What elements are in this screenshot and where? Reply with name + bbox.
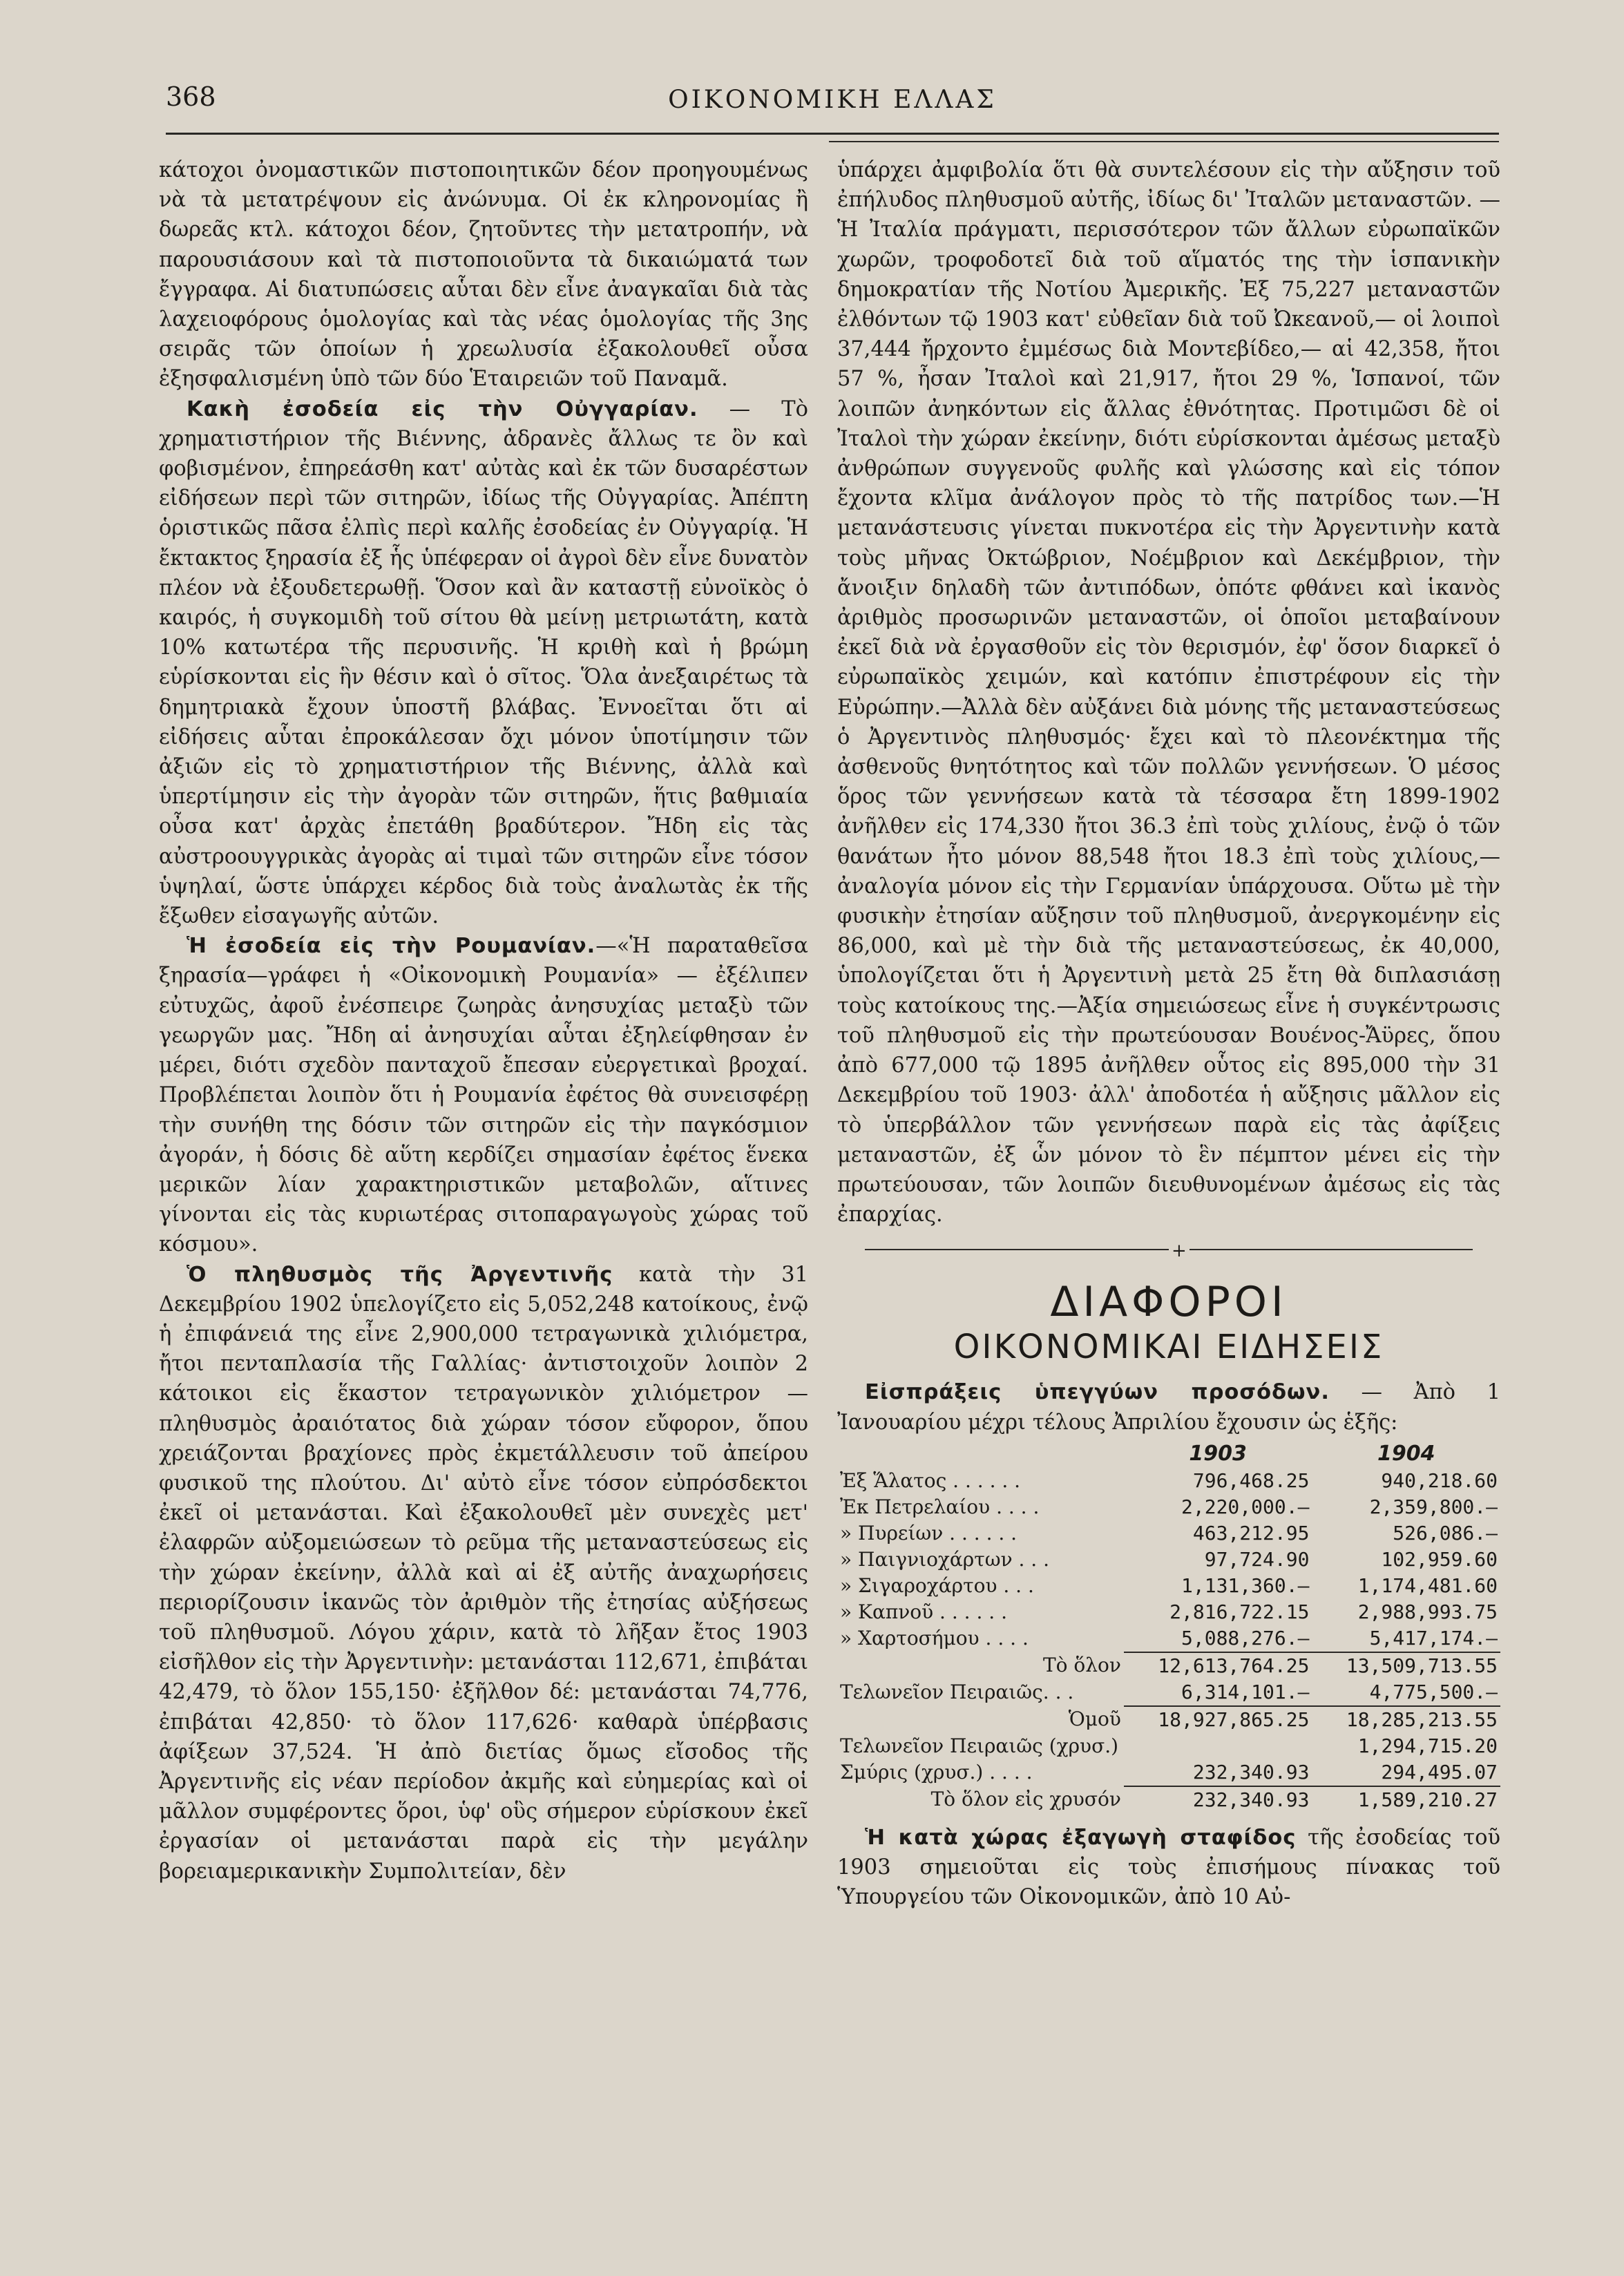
row-label: Τελωνεῖον Πειραιῶς (χρυσ.) xyxy=(840,1734,1119,1757)
value-1903: 2,816,722.15 xyxy=(1169,1600,1310,1623)
value-1904: 2,359,800.— xyxy=(1369,1495,1498,1518)
paragraph-argentina xyxy=(159,1260,808,1886)
value-1904: 294,495.07 xyxy=(1381,1760,1498,1783)
right-column xyxy=(837,155,1500,1912)
value-1904: 2,988,993.75 xyxy=(1357,1600,1498,1623)
row-label: Τελωνεῖον Πειραιῶς. . . xyxy=(840,1681,1074,1704)
value-1903 xyxy=(1124,1733,1312,1759)
header-rule-short xyxy=(829,141,1499,142)
row-label: Ὁμοῦ xyxy=(1068,1708,1121,1731)
table-header-1903: 1903 xyxy=(1189,1441,1247,1466)
table-header-row xyxy=(837,1440,1500,1468)
table-row xyxy=(837,1547,1500,1573)
table-row xyxy=(837,1520,1500,1547)
heading-argentina: Ὁ πληθυσμὸς τῆς Ἀργεντινῆς xyxy=(187,1262,613,1287)
value-1903: 796,468.25 xyxy=(1192,1469,1310,1492)
page-number: 368 xyxy=(166,82,216,112)
value-1904: 18,285,213.55 xyxy=(1312,1706,1500,1733)
value-1903: 232,340.93 xyxy=(1124,1786,1312,1813)
value-1903: 232,340.93 xyxy=(1192,1760,1310,1783)
table-row xyxy=(837,1652,1500,1679)
paragraph-romania xyxy=(159,931,808,1259)
table-row xyxy=(837,1625,1500,1652)
heading-romania: Ἡ ἐσοδεία εἰς τὴν Ρουμανίαν. xyxy=(187,934,596,959)
value-1903: 6,314,101.— xyxy=(1181,1680,1310,1703)
paragraph-argentina-cont: ὑπάρχει ἀμφιβολία ὅτι θὰ συντελέσουν εἰς τὴν αὔξησιν τοῦ ἐπήλυδος πληθυσμοῦ αὐτῆς, ἰδίως δι' Ἰταλῶν μεταναστῶν. — Ἡ Ἰταλία πράγματι, περισσότερον τῶν ἄλλων εὐρωπαϊκῶν χωρῶν, τροφοδοτεῖ διὰ τοῦ αἵματός της τὴν ἱσπανικὴν δημοκρατίαν τῆς Νοτίου Ἀμερικῆς. Ἐξ 75,227 μεταναστῶν ἐλθόντων τῷ 1903 κατ' εὐθεῖαν διὰ τοῦ Ὠκεανοῦ,— οἱ λοιποὶ 37,444 ἤρχοντο ἐμμέσως διὰ Μοντεβίδεο,— αἱ 42,358, ἤτοι 57 %, ἦσαν Ἰταλοὶ καὶ 21,917, ἤτοι 29 %, Ἱσπανοί, τῶν λοιπῶν ἀνηκόντων εἰς ἄλλας ἐθνότητας. Προτιμῶσι δὲ οἱ Ἰταλοὶ τὴν χώραν ἐκείνην, διότι εὑρίσκονται ἀμέσως μεταξὺ ἀνθρώπων συγγενοῦς φυλῆς καὶ γλώσσης καὶ εἰς τόπον ἔχοντα κλῖμα ἀνάλογον πρὸς τὸ τῆς πατρίδος των.—Ἡ μετανάστευσις γίνεται πυκνοτέρα εἰς τὴν Ἀργεντινὴν κατὰ τοὺς μῆνας Ὀκτώβριον, Νοέμβριον καὶ Δεκέμβριον, τὴν ἄνοιξιν δηλαδὴ τῶν ἀντιπόδων, ὁπότε φθάνει καὶ ἱκανὸς ἀριθμὸς προσωρινῶν μεταναστῶν, οἱ ὁποῖοι μεταβαίνουν ἐκεῖ διὰ νὰ ἐργασθοῦν εἰς τὸν θερισμόν, ἐφ' ὅσον διαρκεῖ ὁ εὐρωπαϊκὸς χειμών, καὶ κατόπιν ἐπιστρέφουν εἰς τὴν Εὐρώπην.—Ἀλλὰ δὲν αὐξάνει διὰ μόνης τῆς μεταναστεύσεως ὁ Ἀργεντινὸς πληθυσμός· ἔχει καὶ τὸ πλεονέκτημα τῆς ἀσθενοῦς θνητότητος καὶ τῶν πολλῶν γεννήσεων. Ὁ μέσος ὅρος τῶν γεννήσεων κατὰ τὰ τέσσαρα ἔτη 1899-1902 ἀνῆλθεν εἰς 174,330 ἤτοι 36.3 ἐπὶ τοὺς χιλίους, ἐνῷ ὁ τῶν θανάτων ἦτο μόνον 88,548 ἤτοι 18.3 ἐπὶ τοὺς χιλίους,— ἀναλογία μόνον εἰς τὴν Γερμανίαν ὑπάρχουσα. Οὕτω μὲ τὴν φυσικὴν ἐτησίαν αὔξησιν τοῦ πληθυσμοῦ, ἀνεργκομένην εἰς 86,000, καὶ μὲ τὴν διὰ τῆς μεταναστεύσεως, ἐκ 40,000, ὑπολογίζεται ὅτι ἡ Ἀργεντινὴ μετὰ 25 ἔτη θὰ διπλασιάσῃ τοὺς κατοίκους της.—Ἀξία σημειώσεως εἶνε ἡ συγκέντρωσις τοῦ πληθυσμοῦ εἰς τὴν πρωτεύουσαν Βουένος-Ἄϋρες, ὅπου ἀπὸ 677,000 τῷ 1895 ἀνῆλθεν οὗτος εἰς 895,000 τὴν 31 Δεκεμβρίου τοῦ 1903· ἀλλ' ἀποδοτέα ἡ αὔξησις μᾶλλον εἰς τὸ ὑπερβάλλον τῶν γεννήσεων παρὰ εἰς τὰς ἀφίξεις μεταναστῶν, ἐξ ὧν μόνον τὸ ἓν πέμπτον μένει εἰς τὴν πρωτεύουσαν, τῶν λοιπῶν διευθυνομένων ἀμέσως εἰς τὰς ἐπαρχίας. xyxy=(837,158,1500,1227)
value-1904: 1,294,715.20 xyxy=(1357,1734,1498,1757)
value-1903: 1,131,360.— xyxy=(1181,1574,1310,1597)
heading-revenue: Εἰσπράξεις ὑπεγγύων προσόδων. xyxy=(865,1380,1330,1405)
left-column xyxy=(159,155,808,1886)
row-label: Σμύρις (χρυσ.) . . . . xyxy=(840,1761,1033,1784)
row-label: » Χαρτοσήμου . . . . xyxy=(840,1627,1029,1650)
table-row xyxy=(837,1468,1500,1494)
page-header xyxy=(166,82,1499,123)
paragraph-hungary xyxy=(159,394,808,932)
row-label: » Πυρείων . . . . . . xyxy=(840,1521,1018,1545)
table-row xyxy=(837,1706,1500,1733)
paragraph-bonds: κάτοχοι ὀνομαστικῶν πιστοποιητικῶν δέον προηγουμένως νὰ τὰ μετατρέψουν εἰς ἀνώνυμα. Οἱ ἐκ κληρονομίας ἢ δωρεᾶς κτλ. κάτοχοι δέον, ζητοῦντες τὴν μετατροπήν, νὰ παρουσιάσουν καὶ τὰ πιστοποιοῦντα τὰ δικαιώματά των ἔγγραφα. Αἱ διατυπώσεις αὗται δὲν εἶνε ἀναγκαῖαι διὰ τὰς λαχειοφόρους ὁμολογίας καὶ τὰς νέας ὁμολογίας τῆς 3ης σειρᾶς τῶν ὁποίων ἡ χρεωλυσία ἐξακολουθεῖ οὖσα ἐξησφαλισμένη ὑπὸ τῶν δύο Ἑταιρειῶν τοῦ Παναμᾶ. xyxy=(159,158,808,392)
header-rule xyxy=(166,133,1499,135)
table-row xyxy=(837,1733,1500,1759)
value-1904: 1,589,210.27 xyxy=(1312,1786,1500,1813)
table-row xyxy=(837,1786,1500,1813)
value-1904: 5,417,174.— xyxy=(1369,1626,1498,1649)
table-row xyxy=(837,1573,1500,1599)
running-title: ΟΙΚΟΝΟΜΙΚΗ ΕΛΛΑΣ xyxy=(668,86,997,114)
table-row xyxy=(837,1599,1500,1625)
value-1904: 940,218.60 xyxy=(1381,1469,1498,1492)
value-1904: 526,086.— xyxy=(1393,1521,1498,1545)
text-currants: τῆς ἐσοδείας τοῦ 1903 σημειοῦται εἰς τοὺς ἐπισήμους πίνακας τοῦ Ὑπουργείου τῶν Οἰκονομικῶν, ἀπὸ 10 Αὐ- xyxy=(837,1825,1500,1910)
table-row xyxy=(837,1679,1500,1706)
value-1903: 2,220,000.— xyxy=(1181,1495,1310,1518)
table-header-1904: 1904 xyxy=(1377,1441,1435,1466)
table-body xyxy=(837,1468,1500,1813)
section-divider xyxy=(865,1249,1473,1250)
table-row xyxy=(837,1759,1500,1786)
value-1904: 1,174,481.60 xyxy=(1357,1574,1498,1597)
text-hungary: — Τὸ χρηματιστήριον τῆς Βιέννης, ἀδρανὲς ἄλλως τε ὂν καὶ φοβισμένον, ἐπηρεάσθη κατ' αὐτὰς καὶ ἐκ τῶν δυσαρέστων εἰδήσεων περὶ τῶν σιτηρῶν, ἰδίως τῆς Οὐγγαρίας. Ἀπέπτη ὁριστικῶς πᾶσα ἐλπὶς περὶ καλῆς ἐσοδείας ἐν Οὐγγαρίᾳ. Ἡ ἔκτακτος ξηρασία ἐξ ἧς ὑπέφεραν οἱ ἀγροὶ δὲν εἶνε δυνατὸν πλέον νὰ ἐξουδετερωθῇ. Ὅσον καὶ ἂν καταστῇ εὐνοϊκὸς ὁ καιρός, ἡ συγκομιδὴ τοῦ σίτου θὰ μείνῃ μετριωτάτη, κατὰ 10% κατωτέρα τῆς περυσινῆς. Ἡ κριθὴ καὶ ἡ βρώμη εὑρίσκονται εἰς ἣν θέσιν καὶ ὁ σῖτος. Ὅλα ἀνεξαιρέτως τὰ δημητριακὰ ἔχουν ὑποστῆ βλάβας. Ἐννοεῖται ὅτι αἱ εἰδήσεις αὗται ἐπροκάλεσαν ὄχι μόνον ὑποτίμησιν τῶν ἀξιῶν εἰς τὸ χρηματιστήριον τῆς Βιέννης, ἀλλὰ καὶ ὑπερτίμησιν εἰς τὴν ἀγορὰν τῶν σιτηρῶν, ἥτις βαθμιαία οὖσα κατ' ἀρχὰς ἐπετάθη βραδύτερον. Ἤδη εἰς τὰς αὐστροουγγρικὰς ἀγορὰς αἱ τιμαὶ τῶν σιτηρῶν εἶνε τόσον ὑψηλαί, ὥστε ὑπάρχει κέρδος διὰ τοὺς ἀναλωτὰς ἐκ τῆς ἔξωθεν εἰσαγωγῆς αὐτῶν. xyxy=(159,396,808,929)
value-1904: 102,959.60 xyxy=(1381,1547,1498,1571)
row-label: » Σιγαροχάρτου . . . xyxy=(840,1574,1034,1597)
row-label: » Καπνοῦ . . . . . . xyxy=(840,1600,1007,1623)
table-row xyxy=(837,1494,1500,1520)
text-argentina: κατὰ τὴν 31 Δεκεμβρίου 1902 ὑπελογίζετο εἰς 5,052,248 κατοίκους, ἐνῷ ἡ ἐπιφάνειά της εἶνε 2,900,000 τετραγωνικὰ χιλιόμετρα, ἤτοι πενταπλασία τῆς Γαλλίας· ἀντιστοιχοῦν λοιπὸν 2 κάτοικοι εἰς ἕκαστον τετραγωνικὸν χιλιόμετρον — πληθυσμὸς ἀραιότατος διὰ χώραν τόσον εὔφορον, ὅπου χρειάζονται βραχίονες πρὸς ἐκμετάλλευσιν τοῦ ἀπείρου φυσικοῦ της πλούτου. Δι' αὐτὸ εἶνε τόσον εὐπρόσδεκτοι ἐκεῖ οἱ μετανάσται. Καὶ ἐξακολουθεῖ μὲν συνεχὲς μετ' ἐλαφρῶν αὐξομειώσεων τὸ ρεῦμα τῆς μεταναστεύσεως εἰς τὴν χώραν ἐκείνην, ἀλλὰ καὶ αἱ ἐξ αὐτῆς ἀναχωρήσεις περιορίζουσιν ἱκανῶς τὸν ἀριθμὸν τῆς ἐτησίας αὐξήσεως τοῦ πληθυσμοῦ. Λόγου χάριν, κατὰ τὸ λῆξαν ἔτος 1903 εἰσῆλθον εἰς τὴν Ἀργεντινὴν: μετανάσται 112,671, ἐπιβάται 42,479, τὸ ὅλον 155,150· ἐξῆλθον δέ: μετανάσται 74,776, ἐπιβάται 42,850· τὸ ὅλον 117,626· καθαρὰ ὑπέρβασις ἀφίξεων 37,524. Ἡ ἀπὸ διετίας ὅμως εἴσοδος τῆς Ἀργεντινῆς εἰς νέαν περίοδον ἀκμῆς καὶ εὐημερίας καὶ οἱ μᾶλλον συμφέροντες ὅροι, ὑφ' οὓς σήμερον εὑρίσκουν ἐκεῖ ἐργασίαν οἱ μετανάσται παρὰ εἰς τὴν μεγάλην βορειαμερικανικὴν Συμπολιτείαν, δὲν xyxy=(159,1262,808,1884)
section-subtitle: ΟΙΚΟΝΟΜΙΚΑΙ ΕΙΔΗΣΕΙΣ xyxy=(953,1328,1384,1367)
row-label: Ἐκ Πετρελαίου . . . . xyxy=(840,1495,1040,1518)
value-1903: 5,088,276.— xyxy=(1181,1626,1310,1649)
value-1903: 463,212.95 xyxy=(1192,1521,1310,1545)
row-label: » Παιγνιοχάρτων . . . xyxy=(840,1547,1050,1571)
paragraph-currants xyxy=(837,1823,1500,1913)
row-label: Ἐξ Ἅλατος . . . . . . xyxy=(840,1469,1021,1492)
text-revenue-intro: — Ἀπὸ 1 Ἰανουαρίου μέχρι τέλους Ἀπριλίου ἔχουσιν ὡς ἑξῆς: xyxy=(837,1380,1500,1435)
value-1903: 12,613,764.25 xyxy=(1124,1652,1312,1679)
row-label: Τὸ ὅλον xyxy=(1042,1654,1121,1677)
value-1904: 13,509,713.55 xyxy=(1312,1652,1500,1679)
table-header-label xyxy=(837,1440,1124,1468)
value-1903: 97,724.90 xyxy=(1204,1547,1310,1571)
row-label: Τὸ ὅλον εἰς χρυσόν xyxy=(930,1788,1121,1811)
value-1904: 4,775,500.— xyxy=(1369,1680,1498,1703)
paragraph-revenue xyxy=(837,1377,1500,1437)
section-title: ΔΙΑΦΟΡΟΙ xyxy=(1050,1278,1288,1327)
text-romania: —«Ἡ παραταθεῖσα ξηρασία—γράφει ἡ «Οἰκονομικὴ Ρουμανία» — ἐξέλιπεν εὐτυχῶς, ἀφοῦ ἐνέσπειρε ζωηρὰς ἀνησυχίας μεταξὺ τῶν γεωργῶν μας. Ἤδη αἱ ἀνησυχίαι αὗται ἐξηλείφθησαν ἐν μέρει, διότι σχεδὸν πανταχοῦ ἔπεσαν εὐεργετικαὶ βροχαί. Προβλέπεται λοιπὸν ὅτι ἡ Ρουμανία ἐφέτος θὰ συνεισφέρῃ τὴν συνήθη της δόσιν τῶν σιτηρῶν εἰς τὴν παγκόσμιον ἀγοράν, ἡ δόσις δὲ αὕτη κερδίζει σημασίαν ἐφέτος ἕνεκα μερικῶν λίαν χαρακτηριστικῶν μεταβολῶν, αἵτινες γίνονται εἰς τὰς κυριωτέρας σιτοπαραγωγοὺς χώρας τοῦ κόσμου». xyxy=(159,934,809,1257)
value-1903: 18,927,865.25 xyxy=(1124,1706,1312,1733)
revenue-table xyxy=(837,1440,1500,1813)
heading-currants: Ἡ κατὰ χώρας ἐξαγωγὴ σταφίδος xyxy=(865,1825,1297,1850)
heading-hungary: Κακὴ ἐσοδεία εἰς τὴν Οὐγγαρίαν. xyxy=(187,396,698,421)
